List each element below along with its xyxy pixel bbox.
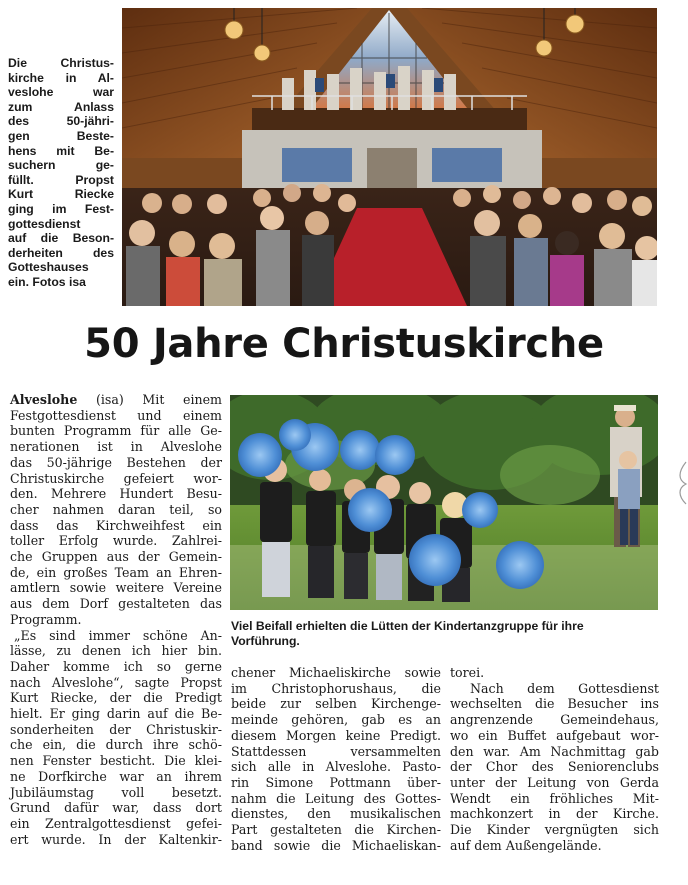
article-headline: 50 Jahre Christuskirche xyxy=(84,321,604,367)
dance-photo-caption: Viel Beifall erhielten die Lütten der Kindertanzgruppe für ihre Vorführung. xyxy=(231,619,584,648)
article-column-middle: chener Michaeliskirche sowie im Christophorushaus, die beide zur selben Kirchenge- meinde gehören, gab es an diesem Morgen keine Predigt. Stattdessen versammelten sich alle in Alveslohe. Pasto- rin Simone Pottmann über- nahm die Leitung des Gottes- dienstes, den musikalischen Part gestalteten die Kirchen- band sowie die Michaeliskan- xyxy=(231,665,441,853)
article-column-left: Alveslohe (isa) Mit einem Festgottesdienst und einem bunten Programm für alle Ge- nerationen ist in Alveslohe das 50-jährige Bestehen der Christuskirche gefeiert wor- den. Mehrere Hundert Besu- cher nahmen daran teil, so dass das Kirchweihfest ein toller Erfolg wurde. Zahlrei- che Gruppen aus der Gemein- de, ein großes Team an Ehren- amtlern sowie weitere Vereine aus dem Dorf gestalteten das Programm. „Es sind immer schöne An- lässe, zu denen ich hier bin. Daher komme ich so gerne nach Alveslohe“, sagte Propst Kurt Riecke, der die Predigt hielt. Er ging darin auf die Be- sonderheiten der Christuskir- che ein, die durch ihre schö- nen Fenster besticht. Die klei- ne Dorfkirche war an ihrem Jubiläumstag voll besetzt. Grund dafür war, dass dort ein Zentralgottesdienst gefei- ert wurde. In der Kaltenkir- xyxy=(10,392,222,847)
scissors-icon xyxy=(674,458,688,508)
top-photo-caption: Die Christus- kirche in Al- veslohe war zum Anlass des 50-jähri- gen Beste- hens mit Be- suchern ge- füllt. Propst Kurt Riecke ging im Fest- gottesdienst auf die Beson- derheiten des Gotteshauses ein. Fotos isa xyxy=(8,56,114,289)
article-first-line: Alveslohe (isa) Mit einem xyxy=(10,392,222,407)
article-dateline: Alveslohe xyxy=(10,392,78,407)
dance-group-photo xyxy=(230,395,658,610)
church-interior-photo xyxy=(122,8,657,306)
church-interior-illustration xyxy=(122,8,657,306)
dance-group-illustration xyxy=(230,395,658,610)
article-column-right: torei. Nach dem Gottesdienst wechselten die Besucher ins angrenzende Gemeindehaus, wo ein Buffet aufgebaut wor- den war. Am Nachmittag gab der Chor des Seniorenclubs unter der Leitung von Gerda Wendt ein fröhliches Mit- machkonzert in der Kirche. Die Kinder vergnügten sich auf dem Außengelände. xyxy=(450,665,659,853)
